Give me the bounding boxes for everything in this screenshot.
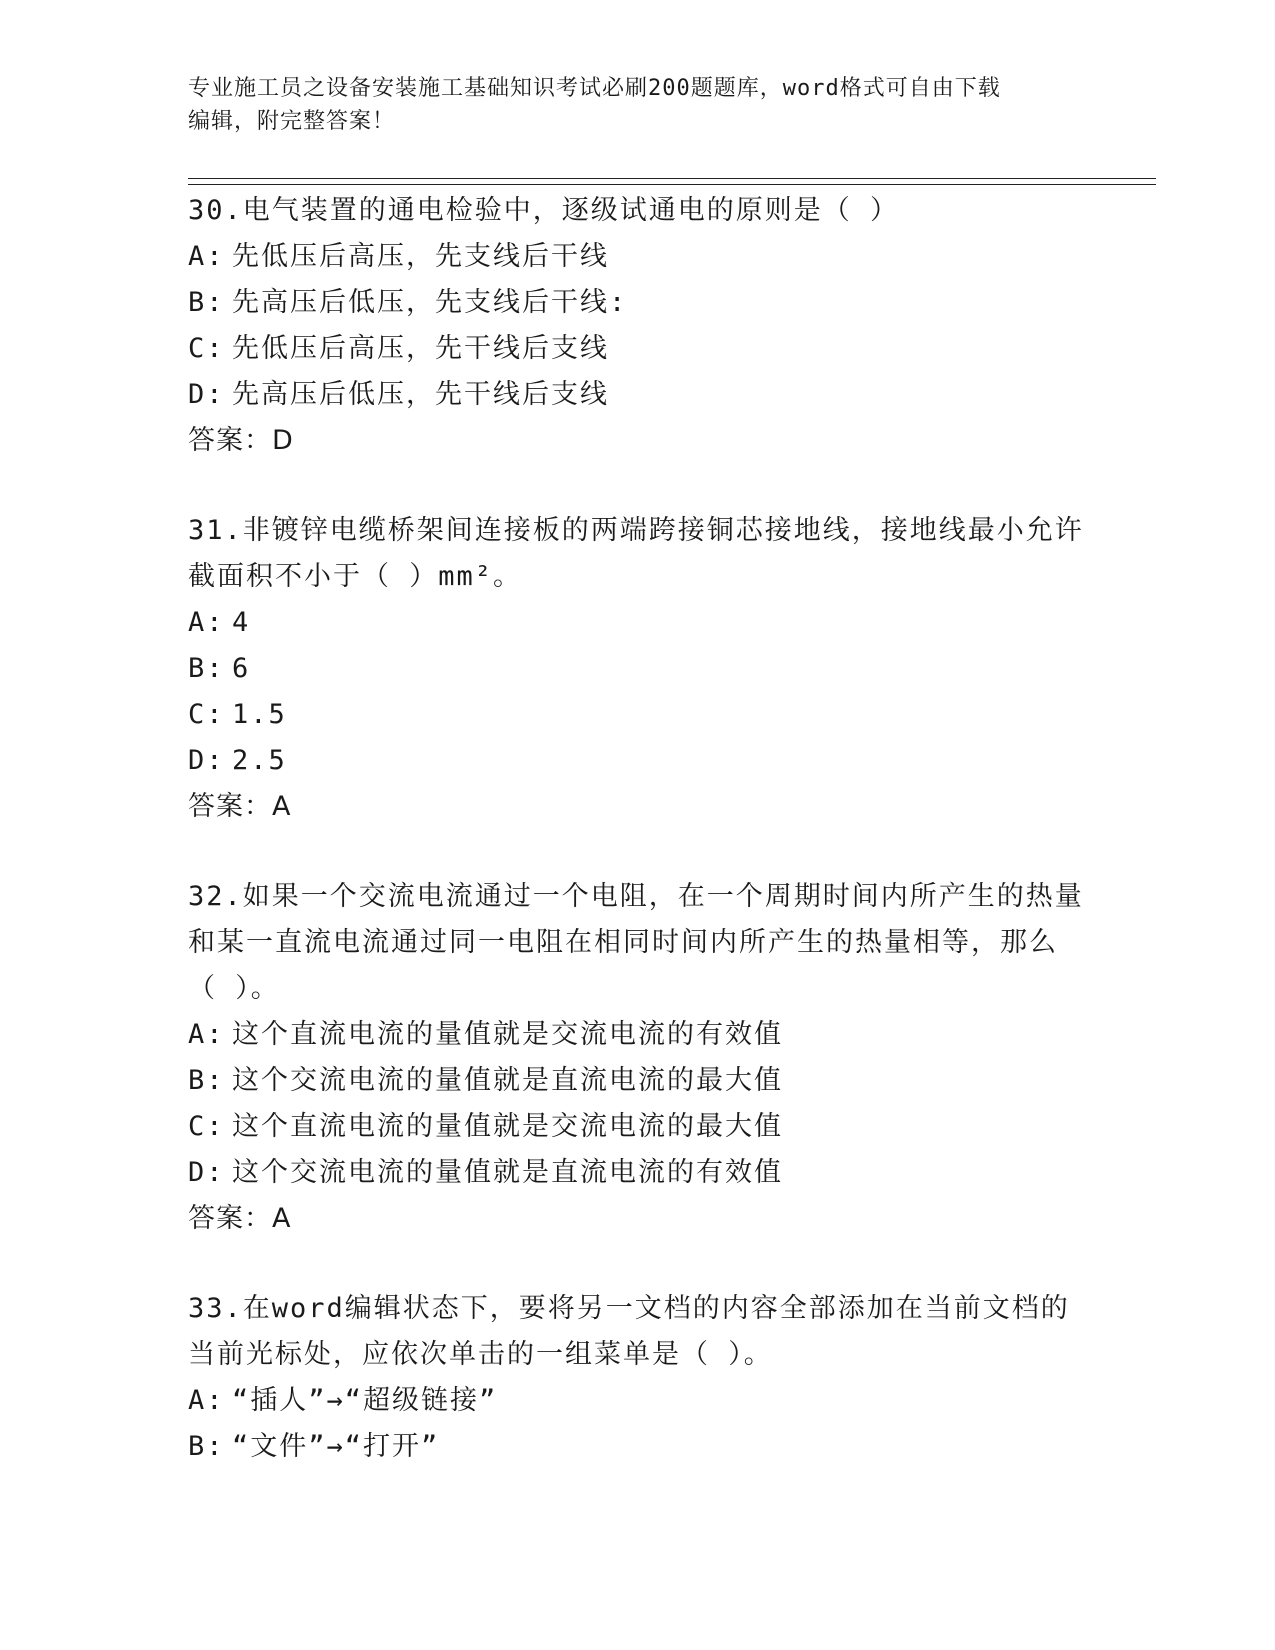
question-number: 33. <box>188 1293 243 1324</box>
option-text: 1.5 <box>232 699 287 730</box>
question-33 <box>188 1286 1088 1470</box>
option-text: 6 <box>232 653 251 684</box>
option-letter: A: <box>188 1019 225 1050</box>
question-stem <box>188 1286 1088 1332</box>
question-stem-continued: （ ）。 <box>188 973 280 1004</box>
option-letter: D: <box>188 379 225 410</box>
option-text: 先低压后高压，先干线后支线 <box>232 333 609 364</box>
option-c <box>188 326 1088 372</box>
header-line-2: 编辑，附完整答案！ <box>188 109 396 134</box>
answer-line: 答案：D <box>188 425 294 456</box>
header-divider-top <box>188 178 1156 179</box>
option-a <box>188 234 1088 280</box>
question-stem <box>188 188 1088 234</box>
question-number: 30. <box>188 195 243 226</box>
question-30 <box>188 188 1088 464</box>
question-stem <box>188 508 1088 554</box>
option-d <box>188 1150 1088 1196</box>
question-32 <box>188 874 1088 1242</box>
option-text: 这个交流电流的量值就是直流电流的最大值 <box>232 1065 783 1096</box>
question-stem-continued: 当前光标处，应依次单击的一组菜单是（ ）。 <box>188 1339 773 1370</box>
question-number: 32. <box>188 881 243 912</box>
question-stem-line: 非镀锌电缆桥架间连接板的两端跨接铜芯接地线，接地线最小允许 <box>242 515 1084 546</box>
answer-line: 答案：A <box>188 1203 292 1234</box>
option-b <box>188 1058 1088 1104</box>
header-line-1: 专业施工员之设备安装施工基础知识考试必刷200题题库，word格式可自由下载 <box>188 76 1001 101</box>
option-letter: A: <box>188 1385 225 1416</box>
option-letter: B: <box>188 653 225 684</box>
document-header <box>188 72 1068 138</box>
question-number: 31. <box>188 515 243 546</box>
option-b <box>188 1424 1088 1470</box>
option-letter: B: <box>188 287 225 318</box>
option-letter: A: <box>188 607 225 638</box>
option-letter: D: <box>188 745 225 776</box>
option-letter: B: <box>188 1065 225 1096</box>
option-d <box>188 738 1088 784</box>
option-c <box>188 1104 1088 1150</box>
option-b <box>188 646 1088 692</box>
option-letter: D: <box>188 1157 225 1188</box>
option-letter: C: <box>188 1111 225 1142</box>
option-text: “文件”→“打开” <box>232 1431 440 1462</box>
option-a <box>188 600 1088 646</box>
option-text: 2.5 <box>232 745 287 776</box>
answer-line: 答案：A <box>188 791 292 822</box>
option-letter: C: <box>188 699 225 730</box>
option-text: “插人”→“超级链接” <box>232 1385 498 1416</box>
question-stem-line: 在word编辑状态下，要将另一文档的内容全部添加在当前文档的 <box>242 1293 1070 1324</box>
option-letter: B: <box>188 1431 225 1462</box>
option-a <box>188 1012 1088 1058</box>
question-stem-continued: 和某一直流电流通过同一电阻在相同时间内所产生的热量相等，那么 <box>188 927 1058 958</box>
option-a <box>188 1378 1088 1424</box>
option-text: 这个直流电流的量值就是交流电流的有效值 <box>232 1019 783 1050</box>
option-text: 先低压后高压，先支线后干线 <box>232 241 609 272</box>
question-stem <box>188 874 1088 920</box>
question-stem-continued: 截面积不小于（ ）mm²。 <box>188 561 523 592</box>
option-text: 这个直流电流的量值就是交流电流的最大值 <box>232 1111 783 1142</box>
option-c <box>188 692 1088 738</box>
option-text: 这个交流电流的量值就是直流电流的有效值 <box>232 1157 783 1188</box>
option-letter: C: <box>188 333 225 364</box>
option-letter: A: <box>188 241 225 272</box>
option-b <box>188 280 1088 326</box>
option-text: 4 <box>232 607 251 638</box>
option-text: 先高压后低压，先干线后支线 <box>232 379 609 410</box>
option-d <box>188 372 1088 418</box>
option-text: 先高压后低压，先支线后干线: <box>232 287 628 318</box>
question-31 <box>188 508 1088 830</box>
question-stem-line: 如果一个交流电流通过一个电阻，在一个周期时间内所产生的热量 <box>242 881 1084 912</box>
header-divider-bottom <box>188 184 1156 185</box>
question-list <box>188 188 1088 1514</box>
question-stem-line: 电气装置的通电检验中，逐级试通电的原则是（ ） <box>242 195 900 226</box>
